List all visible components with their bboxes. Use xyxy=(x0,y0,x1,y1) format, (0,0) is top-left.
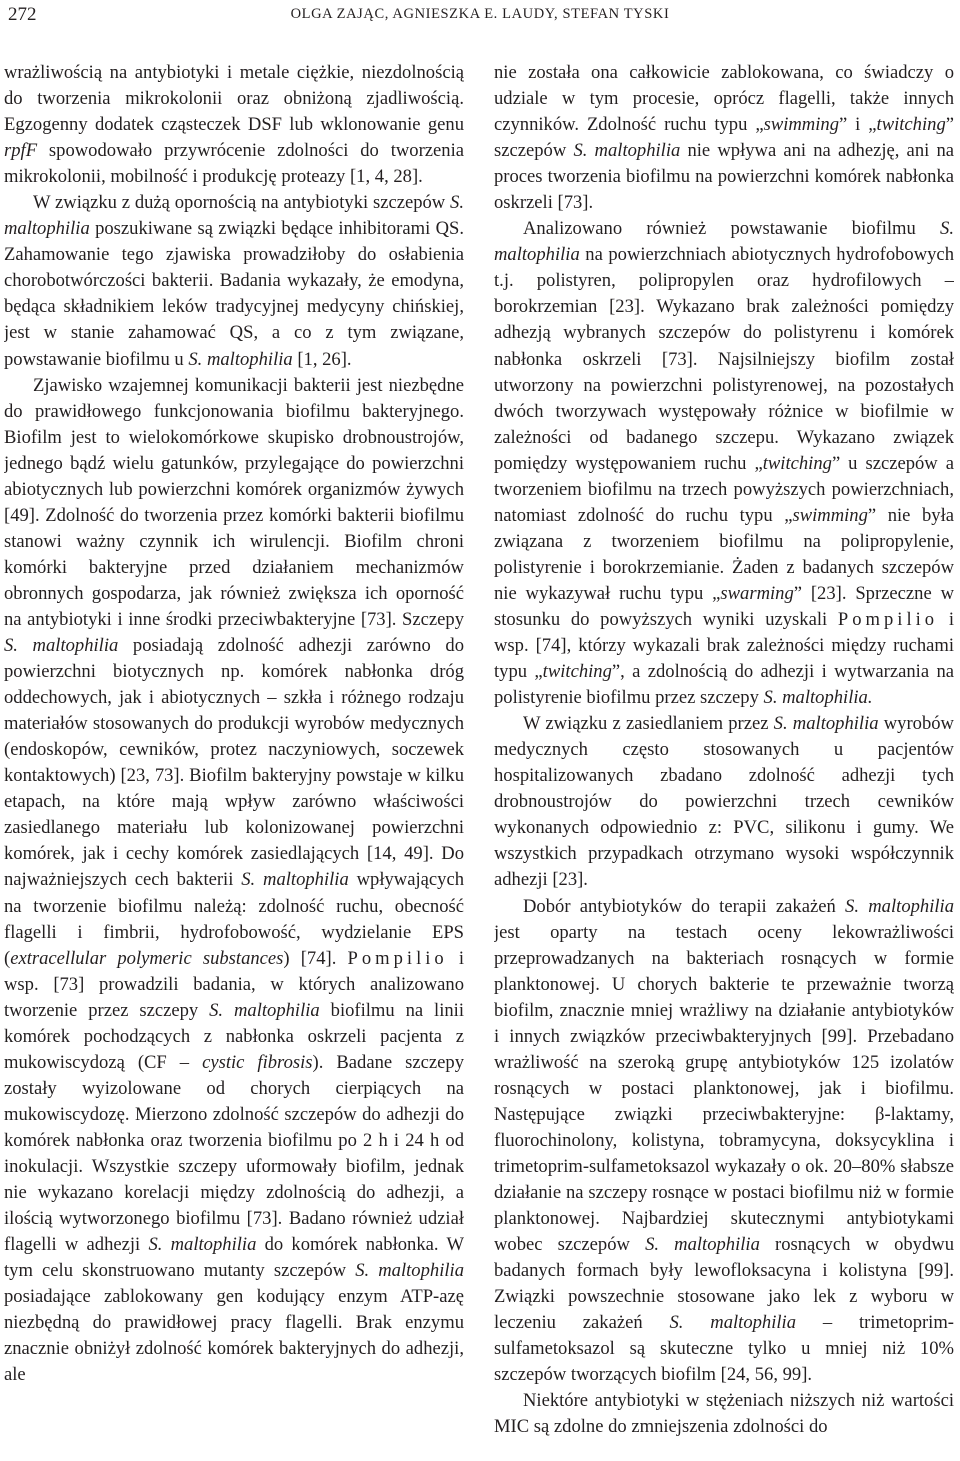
left-column xyxy=(4,60,464,1455)
paragraph: Zjawisko wzajemnej komunikacji bakterii jest niezbędne do prawidłowego funkcjonowania biofilmu bakteryjnego. Biofilm jest to wielokomórkowe skupisko drobnoustrojów, jednego bądź wielu gatunków, przylegające do powierzchni abiotycznych lub powierzchni komórek organizmów żywych [49]. Zdolność do tworzenia przez komórki bakterii biofilmu stanowi ważny czynnik ich wirulencji. Biofilm chroni komórki bakteryjne przed działaniem mechanizmów obronnych gospodarza, jak również zwiększa ich oporność na antybiotyki i inne środki przeciwbakteryjne [73]. Szczepy S. maltophilia posiadają zdolność adhezji zarówno do powierzchni biotycznych np. komórek nabłonka dróg oddechowych, jak i abiotycznych – szkła i różnego rodzaju materiałów stosowanych do produkcji wyrobów medycznych (endoskopów, cewników, protez naczyniowych, soczewek kontaktowych) [23, 73]. Biofilm bakteryjny powstaje w kilku etapach, na które mają wpływ zarówno właściwości zasiedlanego materiału lub kolonizowanej powierzchni komórek, jak i cechy komórek zasiedlających [14, 49]. Do najważniejszych cech bakterii S. maltophilia wpływających na tworzenie biofilmu należą: zdolność ruchu, obecność flagelli i fimbrii, hydrofobowość, wydzielanie EPS (extracellular polymeric substances) [74]. Pompilio i wsp. [73] prowadzili badania, w których analizowano tworzenie przez szczepy S. maltophilia biofilmu na linii komórek pochodzących z nabłonka oskrzeli pacjenta z mukowiscydozą (CF – cystic fibrosis). Badane szczepy zostały wyizolowane od chorych cierpiących na mukowiscydozę. Mierzono zdolność szczepów do adhezji do komórek nabłonka oraz tworzenia biofilmu po 2 h i 24 h od inokulacji. Wszystkie szczepy uformowały biofilm, jednak nie wykazano korelacji między zdolnością do adhezji, a ilością wytworzonego biofilmu [73]. Badano również udział flagelli w adhezji S. maltophilia do komórek nabłonka. W tym celu skonstruowano mutanty szczepów S. maltophilia posiadające zablokowany gen kodujący enzym ATP-azę niezbędną do prawidłowej pracy flagelli. Brak enzymu znacznie obniżył zdolność komórek bakteryjnych do adhezji, ale xyxy=(4,374,464,1386)
paragraph: nie została ona całkowicie zablokowana, co świadczy o udziale w tym procesie, oprócz flagelli, także innych czynników. Zdolność ruchu typu „swimming” i „twitching” szczepów S. maltophilia nie wpływa ani na adhezję, ani na proces tworzenia biofilmu na powierzchni komórek nabłonka oskrzeli [73]. xyxy=(494,62,954,214)
paragraph: Analizowano również powstawanie biofilmu S. maltophilia na powierzchniach abiotycznych hydrofobowych t.j. polistyren, polipropylen oraz hydrofilowych – borokrzemian [23]. Wykazano brak zależności pomiędzy adhezją wybranych szczepów do polistyrenu i komórek nabłonka oskrzeli [73]. Najsilniejszy biofilm został utworzony na powierzchni polistyrenowej, na pozostałych dwóch tworzywach występowały różnice w biofilmie w zależności od badanego szczepu. Wykazano związek pomiędzy występowaniem ruchu „twitching” u szczepów a tworzeniem biofilmu na trzech powyższych powierzchniach, natomiast zdolność do ruchu typu „swimming” nie była związana z tworzeniem biofilmu na polipropylenie, polistyrenie i borokrzemianie. Żaden z badanych szczepów nie wykazywał ruchu typu „swarming” [23]. Sprzeczne w stosunku do powyższych wyniki uzyskali Pompilio i wsp. [74], którzy wykazali brak zależności między ruchami typu „twitching”, a zdolnością do adhezji i wytwarzania na polistyrenie biofilmu przez szczepy S. maltophilia. xyxy=(494,218,954,709)
paragraph: Niektóre antybiotyki w stężeniach niższych niż wartości MIC są zdolne do zmniejszenia zdolności do xyxy=(494,1390,954,1438)
paragraph: W związku z dużą opornością na antybiotyki szczepów S. maltophilia poszukiwane są związki będące inhibitorami QS. Zahamowanie tego zjawiska prowadziłoby do osłabienia chorobotwórczości bakterii. Badania wykazały, że emodyna, będąca składnikiem leków tradycyjnej medycyny chińskiej, jest w stanie zahamować QS, a co z tym związane, powstawanie biofilmu u S. maltophilia [1, 26]. xyxy=(4,192,464,370)
page-number: 272 xyxy=(8,4,37,25)
paragraph: wrażliwością na antybiotyki i metale ciężkie, niezdolnością do tworzenia mikrokolonii oraz obniżoną zjadliwością. Egzogenny dodatek cząsteczek DSF lub wklonowanie genu rpfF spowodowało przywrócenie zdolności do tworzenia mikrokolonii, mobilność i produkcję proteazy [1, 4, 28]. xyxy=(4,62,464,188)
running-head: OLGA ZAJĄC, AGNIESZKA E. LAUDY, STEFAN TYSKI xyxy=(290,6,670,22)
paragraph: W związku z zasiedlaniem przez S. maltophilia wyrobów medycznych często stosowanych u pacjentów hospitalizowanych zbadano zdolność adhezji tych drobnoustrojów do powierzchni trzech cewników wykonanych odpowiednio z: PVC, silikonu i gumy. We wszystkich przypadkach otrzymano wysoki współczynnik adhezji [23]. xyxy=(494,713,954,891)
right-column xyxy=(494,60,954,1455)
page-header xyxy=(0,0,960,30)
paragraph: Dobór antybiotyków do terapii zakażeń S. maltophilia jest oparty na testach oceny lekowrażliwości przeprowadzanych na bakteriach rosnących w formie planktonowej. U chorych bakterie te przeważnie tworzą biofilm, znacznie mniej wrażliwy na działanie antybiotyków i innych związków przeciwbakteryjnych [99]. Przebadano wrażliwość na szeroką grupę antybiotyków 125 izolatów rosnących w postaci planktonowej, jak i biofilmu. Następujące związki przeciwbakteryjne: β-laktamy, fluorochinolony, kolistyna, tobramycyna, doksycyklina i trimetoprim-sulfametoksazol wykazały o ok. 20–80% słabsze działanie na szczepy rosnące w postaci biofilmu niż w formie planktonowej. Najbardziej skutecznymi antybiotykami wobec szczepów S. maltophilia rosnących w obydwu badanych formach były lewofloksacyna i kolistyna [99]. Związki powszechnie stosowane jako lek z wyboru w leczeniu zakażeń S. maltophilia – trimetoprim-sulfametoksazol są skuteczne tylko u mniej niż 10% szczepów tworzących biofilm [24, 56, 99]. xyxy=(494,895,954,1386)
